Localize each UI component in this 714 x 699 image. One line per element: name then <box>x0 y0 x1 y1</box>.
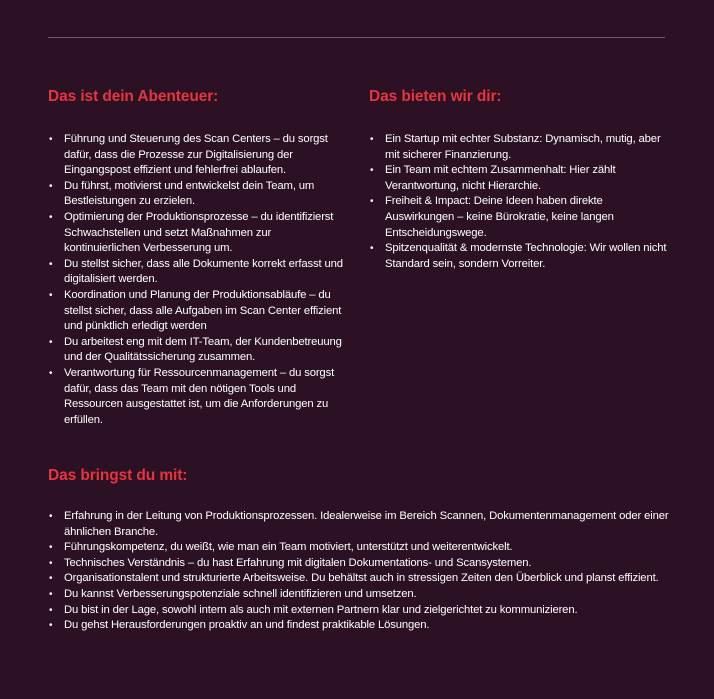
list-item: • Technisches Verständnis – du hast Erfahrung mit digitalen Dokumentations- und Scansystemen. <box>48 556 678 572</box>
requirements-list <box>48 509 678 634</box>
list-item: • Optimierung der Produktionsprozesse – du identifizierst Schwachstellen und setzt Maßnahmen zur kontinuierlichen Verbesserung um. <box>48 210 348 257</box>
list-item: • Du führst, motivierst und entwickelst dein Team, um Bestleistungen zu erzielen. <box>48 179 348 210</box>
list-item: • Verantwortung für Ressourcenmanagement – du sorgst dafür, dass das Team mit den nötigen Tools und Ressourcen ausgestattet ist, um die Anforderungen zu erfüllen. <box>48 366 348 428</box>
list-item: • Du arbeitest eng mit dem IT-Team, der Kundenbetreuung und der Qualitätssicherung zusammen. <box>48 335 348 366</box>
list-item: • Führungskompetenz, du weißt, wie man ein Team motiviert, unterstützt und weiterentwickelt. <box>48 540 678 556</box>
list-item: • Koordination und Planung der Produktionsabläufe – du stellst sicher, dass alle Aufgaben im Scan Center effizient und pünktlich erledigt werden <box>48 288 348 335</box>
requirements-section <box>48 467 678 634</box>
list-item: • Spitzenqualität & modernste Technologie: Wir wollen nicht Standard sein, sondern Vorreiter. <box>369 241 669 272</box>
benefits-heading: Das bieten wir dir: <box>369 88 502 105</box>
top-divider <box>48 37 665 38</box>
list-item: • Führung und Steuerung des Scan Centers – du sorgst dafür, dass die Prozesse zur Digitalisierung der Eingangspost effizient und fehlerfrei ablaufen. <box>48 132 348 179</box>
benefits-list <box>369 132 669 272</box>
list-item: • Organisationstalent und strukturierte Arbeitsweise. Du behältst auch in stressigen Zeiten den Überblick und planst effizient. <box>48 571 678 587</box>
list-item: • Ein Team mit echtem Zusammenhalt: Hier zählt Verantwortung, nicht Hierarchie. <box>369 163 669 194</box>
list-item: • Ein Startup mit echter Substanz: Dynamisch, mutig, aber mit sicherer Finanzierung. <box>369 132 669 163</box>
adventure-list <box>48 132 348 428</box>
list-item: • Freiheit & Impact: Deine Ideen haben direkte Auswirkungen – keine Bürokratie, keine langen Entscheidungswege. <box>369 194 669 241</box>
list-item: • Du gehst Herausforderungen proaktiv an und findest praktikable Lösungen. <box>48 618 678 634</box>
benefits-section <box>369 88 669 272</box>
adventure-heading: Das ist dein Abenteuer: <box>48 88 219 105</box>
list-item: • Du kannst Verbesserungspotenziale schnell identifizieren und umsetzen. <box>48 587 678 603</box>
list-item: • Du stellst sicher, dass alle Dokumente korrekt erfasst und digitalisiert werden. <box>48 257 348 288</box>
requirements-heading: Das bringst du mit: <box>48 467 188 484</box>
list-item: • Du bist in der Lage, sowohl intern als auch mit externen Partnern klar und zielgerichtet zu kommunizieren. <box>48 603 678 619</box>
adventure-section <box>48 88 348 428</box>
list-item: • Erfahrung in der Leitung von Produktionsprozessen. Idealerweise im Bereich Scannen, Dokumentenmanagement oder einer ähnlichen Branche. <box>48 509 678 540</box>
